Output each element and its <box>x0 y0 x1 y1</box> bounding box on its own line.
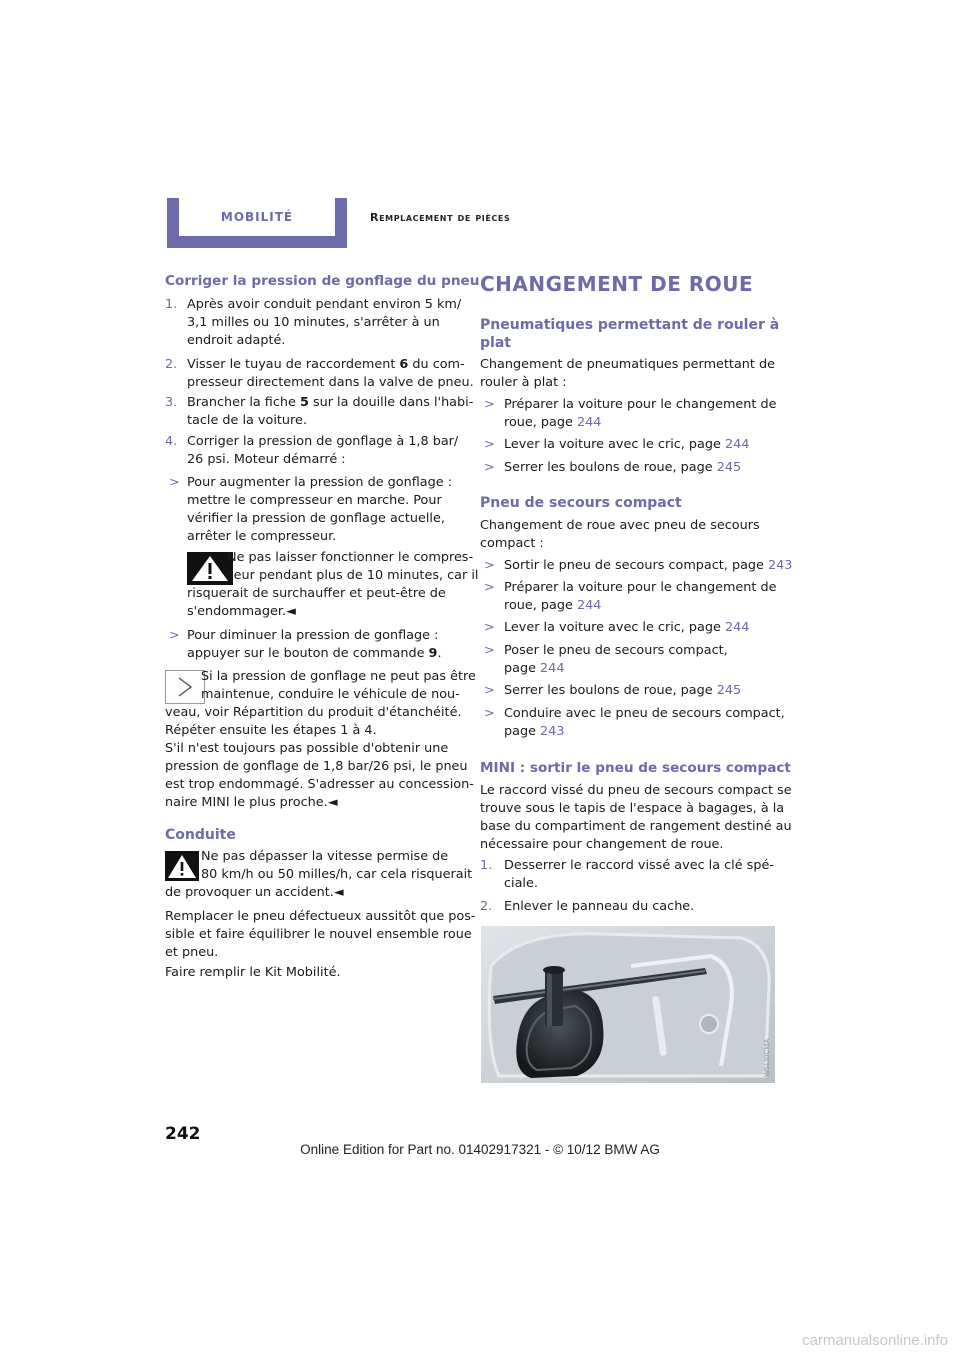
paragraph-line: et pneu. <box>165 945 219 960</box>
note-line: est trop endommagé. S'adresser au concession- <box>165 777 474 792</box>
item-line: Préparer la voiture pour le changement de <box>504 397 777 412</box>
item-text: roue, page <box>504 598 577 613</box>
note-line: veau, voir Répartition du produit d'étanchéité. <box>165 705 462 720</box>
chapter-tab <box>167 198 347 248</box>
bullet-marker: > <box>484 683 495 698</box>
item-text: Serrer les boulons de roue, page <box>504 683 717 698</box>
end-mark: ◄ <box>286 604 296 619</box>
note-line: maintenue, conduire le véhicule de nou- <box>201 687 460 702</box>
page-number: 242 <box>165 1124 201 1144</box>
item-line <box>504 557 792 575</box>
step-line: Corriger la pression de gonflage à 1,8 bar/ <box>187 434 459 449</box>
bullet-line: arrêter le compresseur. <box>187 529 337 544</box>
page-link[interactable]: 244 <box>724 620 750 635</box>
spare-wheel-photo <box>481 926 775 1083</box>
heading-line: Pneumatiques permettant de rouler à <box>480 317 780 333</box>
item-text: Lever la voiture avec le cric, page <box>504 620 725 635</box>
bullet-line: Pour diminuer la pression de gonflage : <box>187 628 439 643</box>
heading-runflat <box>480 316 779 352</box>
paragraph-mini <box>480 782 792 854</box>
paragraph-line: sible et faire équilibrer le nouvel ensemble roue <box>165 927 472 942</box>
page-link[interactable]: 245 <box>716 683 742 698</box>
bullet-marker: > <box>484 558 495 573</box>
page-link[interactable]: 244 <box>724 437 750 452</box>
warning-line: 80 km/h ou 50 milles/h, car cela risquerait <box>201 867 473 882</box>
paragraph-line: trouve sous le tapis de l'espace à bagages, à la <box>480 801 785 816</box>
step-text: sur la douille dans l'habi- <box>308 395 474 410</box>
bullet-marker: > <box>484 580 495 595</box>
item-text: page <box>504 724 541 739</box>
step-line: Desserrer le raccord vissé avec la clé spé- <box>504 858 774 873</box>
paragraph-line: Changement de roue avec pneu de secours <box>480 518 760 533</box>
left-column <box>165 272 480 980</box>
chapter-tab-stripe <box>179 236 335 238</box>
chapter-title: MOBILITÉ <box>179 198 335 236</box>
item-line <box>504 660 728 678</box>
page-link[interactable]: 244 <box>576 415 602 430</box>
paragraph-compact <box>480 517 760 553</box>
item-line <box>504 597 776 615</box>
bullet-marker: > <box>484 397 495 412</box>
note-text: naire MINI le plus proche. <box>165 795 328 810</box>
paragraph-line: Le raccord vissé du pneu de secours compact se <box>480 783 792 798</box>
spare-wheel-illustration <box>481 926 775 1083</box>
warning-line <box>165 884 344 902</box>
step-ref: 5 <box>299 395 309 410</box>
page-link[interactable]: 243 <box>768 558 793 573</box>
paragraph-line: compact : <box>480 536 544 551</box>
paragraph-line: nécessaire pour changement de roue. <box>480 837 724 852</box>
step-number: 2. <box>480 899 493 914</box>
step-line: presseur directement dans la valve de pneu. <box>187 375 474 390</box>
warning-line: risquerait de surchauffer et peut-être de <box>187 586 446 601</box>
step-line: endroit adapté. <box>187 333 286 348</box>
step-line: Enlever le panneau du cache. <box>504 899 695 914</box>
note-line: Répéter ensuite les étapes 1 à 4. <box>165 723 377 738</box>
item-line: Préparer la voiture pour le changement de <box>504 580 777 595</box>
paragraph-line: Changement de pneumatiques permettant de <box>480 357 775 372</box>
step-line: Après avoir conduit pendant environ 5 km/ <box>187 297 462 312</box>
bullet-line: Pour augmenter la pression de gonflage : <box>187 475 453 490</box>
heading-mini: MINI : sortir le pneu de secours compact <box>480 760 791 776</box>
watermark <box>0 1332 960 1349</box>
warning-text: de provoquer un accident. <box>165 885 334 900</box>
section-title: Remplacement de pièces <box>370 211 511 224</box>
warning-line <box>187 603 296 621</box>
bullet-marker: > <box>169 475 180 490</box>
paragraph-replace <box>165 908 476 962</box>
heading-conduite: Conduite <box>165 827 236 843</box>
item-text: roue, page <box>504 415 577 430</box>
heading-compact: Pneu de secours compact <box>480 495 682 511</box>
step-text: Brancher la fiche <box>187 395 300 410</box>
bullet-line: vérifier la pression de gonflage actuelle, <box>187 511 445 526</box>
item-text: Lever la voiture avec le cric, page <box>504 437 725 452</box>
item-line <box>504 414 776 432</box>
warning-line: seur pendant plus de 10 minutes, car il <box>227 568 479 583</box>
bullet-marker: > <box>484 706 495 721</box>
note-line: S'il n'est toujours pas possible d'obtenir une <box>165 741 449 756</box>
bullet-marker: > <box>484 643 495 658</box>
step-line <box>187 356 477 374</box>
paragraph-runflat <box>480 356 775 392</box>
item-line: Conduire avec le pneu de secours compact, <box>504 706 785 721</box>
bullet-line: appuyer sur le bouton de commande 9. <box>187 646 442 661</box>
bullet-marker: > <box>484 620 495 635</box>
right-column <box>480 272 793 914</box>
bullet-text: appuyer sur le bouton de commande <box>187 646 429 661</box>
heading-changement: CHANGEMENT DE ROUE <box>480 272 754 296</box>
step-number: 3. <box>165 395 178 410</box>
step-text: Visser le tuyau de raccordement <box>187 357 400 372</box>
page-link[interactable]: 243 <box>540 724 565 739</box>
step-line <box>187 394 477 412</box>
note-arrow-icon <box>165 670 205 704</box>
step-text: du com- <box>408 357 465 372</box>
step-number: 1. <box>165 297 178 312</box>
paragraph-line: Remplacer le pneu défectueux aussitôt que pos- <box>165 909 476 924</box>
item-text: page <box>504 661 541 676</box>
step-number: 4. <box>165 434 178 449</box>
step-line: tacle de la voiture. <box>187 413 307 428</box>
bullet-marker: > <box>169 628 180 643</box>
paragraph-line: rouler à plat : <box>480 375 567 390</box>
page-link[interactable]: 244 <box>576 598 602 613</box>
item-line <box>504 459 741 477</box>
item-text: Sortir le pneu de secours compact, page <box>504 558 768 573</box>
item-line <box>504 619 749 637</box>
end-mark: ◄ <box>333 885 344 900</box>
item-text: Serrer les boulons de roue, page <box>504 460 717 475</box>
edition-note: Online Edition for Part no. 01402917321 - © 10/12 BMW AG <box>300 1142 660 1157</box>
warning-line: Ne pas dépasser la vitesse permise de <box>201 849 449 864</box>
warning-text: s'endommager. <box>187 604 287 619</box>
step-line: ciale. <box>504 876 538 891</box>
step-number: 2. <box>165 357 178 372</box>
note-line <box>165 794 338 812</box>
warning-icon <box>165 851 199 881</box>
note-line: pression de gonflage de 1,8 bar/26 psi, le pneu <box>165 759 468 774</box>
page-link[interactable]: 245 <box>716 460 742 475</box>
heading-line: plat <box>480 335 511 351</box>
item-line <box>504 723 785 741</box>
bullet-line: mettre le compresseur en marche. Pour <box>187 493 442 508</box>
paragraph-line: base du compartiment de rangement destiné au <box>480 819 792 834</box>
heading-pression: Corriger la pression de gonflage du pneu <box>165 273 480 289</box>
note-line: Si la pression de gonflage ne peut pas être <box>201 669 476 684</box>
page-link[interactable]: 244 <box>540 661 565 676</box>
item-line: Poser le pneu de secours compact, <box>504 643 728 658</box>
item-line <box>504 682 741 700</box>
warning-line: Ne pas laisser fonctionner le compres- <box>227 550 474 565</box>
step-line: 26 psi. Moteur démarré : <box>187 452 346 467</box>
watermark-text: carmanualsonline.info <box>802 1332 948 1349</box>
step-line: 3,1 milles ou 10 minutes, s'arrêter à un <box>187 315 440 330</box>
bullet-marker: > <box>484 460 495 475</box>
bullet-ref: 9 <box>428 646 438 661</box>
paragraph-kit: Faire remplir le Kit Mobilité. <box>165 965 341 980</box>
photo-code: W5130CMA <box>764 1039 771 1077</box>
end-mark: ◄ <box>327 795 338 810</box>
step-ref: 6 <box>399 357 409 372</box>
bullet-marker: > <box>484 437 495 452</box>
item-line <box>504 436 749 454</box>
step-number: 1. <box>480 858 493 873</box>
